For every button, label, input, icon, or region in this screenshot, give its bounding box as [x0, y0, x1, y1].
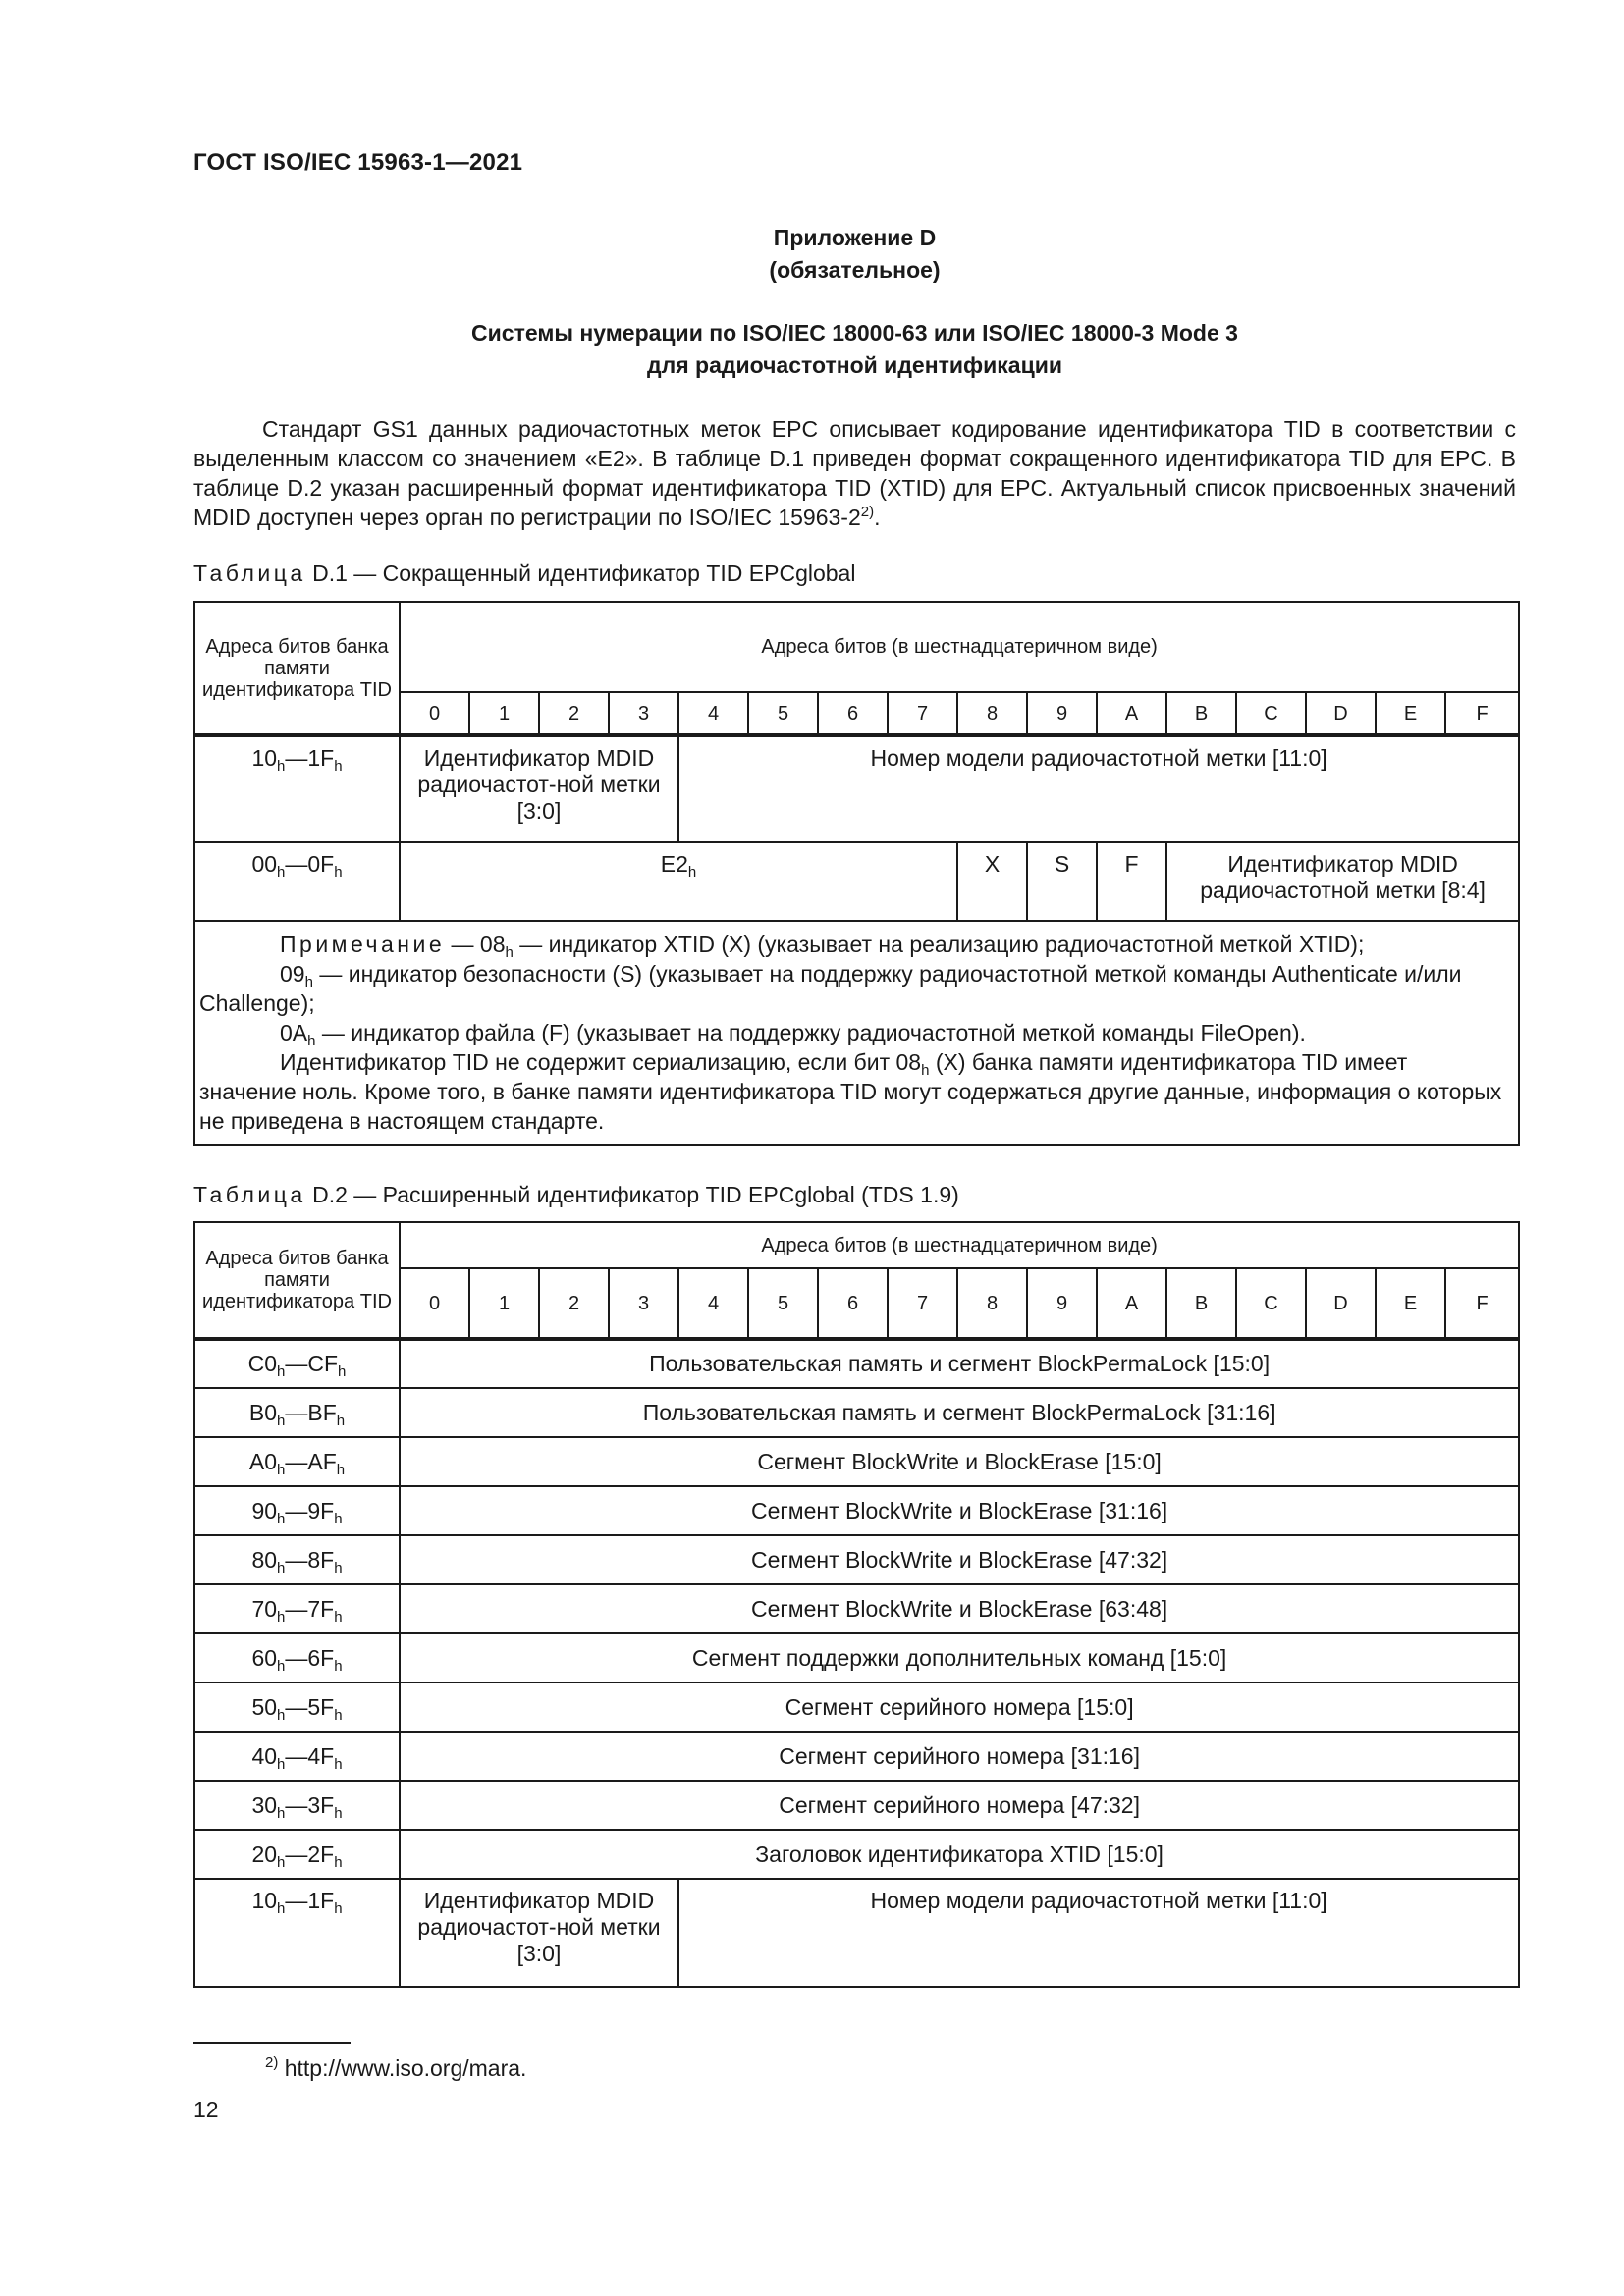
- table1-bit: 5: [748, 692, 818, 735]
- table1-bit: 7: [888, 692, 957, 735]
- page-number: 12: [193, 2097, 219, 2122]
- table2-addr-cell: $C0_h—CF_h$: [194, 1339, 400, 1388]
- table2-addr-cell: $70_h—7F_h$: [194, 1584, 400, 1633]
- table-d2: [193, 1221, 1520, 1988]
- footnote-url: http://www.iso.org/mara.: [284, 2056, 527, 2081]
- table2-addr-cell: $60_h—6F_h$: [194, 1633, 400, 1682]
- table1-bit: B: [1166, 692, 1236, 735]
- table2-bit: 2: [539, 1268, 609, 1339]
- note-line1: Примечание — $08_h$ — индикатор XTID (X) (указывает на реализацию радиочастотной меткой XTID);: [280, 932, 1365, 961]
- table2-bit: 0: [400, 1268, 469, 1339]
- table2-row-content: Сегмент поддержки дополнительных команд [15:0]: [400, 1633, 1519, 1682]
- table1-bit: 6: [818, 692, 888, 735]
- table1-col-header: Адреса битов банка памяти идентификатора TID: [194, 602, 400, 735]
- note-line2: $09_h$ — индикатор безопасности (S) (указывает на поддержку радиочастотной меткой команды Authenticate и/или Challenge);: [199, 961, 1462, 1016]
- table1-model-number: Номер модели радиочастотной метки [11:0]: [678, 735, 1519, 842]
- table2-bit: 6: [818, 1268, 888, 1339]
- table1-bit: A: [1097, 692, 1166, 735]
- table1-bit-s: S: [1027, 842, 1097, 921]
- table2-addr-cell: $40_h—4F_h$: [194, 1732, 400, 1781]
- annex-status: (обязательное): [769, 257, 941, 283]
- note-line3: $0A_h$ — индикатор файла (F) (указывает на поддержку радиочастотной меткой команды FileOpen).: [280, 1020, 1306, 1049]
- table2-row-content: Сегмент BlockWrite и BlockErase [63:48]: [400, 1584, 1519, 1633]
- table2-bit: A: [1097, 1268, 1166, 1339]
- table1-bit: 2: [539, 692, 609, 735]
- table2-row-content: Сегмент серийного номера [47:32]: [400, 1781, 1519, 1830]
- table2-row-content: Пользовательская память и сегмент BlockPermaLock [31:16]: [400, 1388, 1519, 1437]
- note-line4: Идентификатор TID не содержит сериализацию, если бит $08_h$ (X) банка памяти идентификатора TID имеет значение ноль. Кроме того, в банке памяти идентификатора TID могут содержаться другие данные, информация о которых не приведена в настоящем стандарте.: [199, 1049, 1502, 1134]
- table2-row-content: Сегмент серийного номера [31:16]: [400, 1732, 1519, 1781]
- table2-addr-cell: $B0_h—BF_h$: [194, 1388, 400, 1437]
- table1-bit-x: X: [957, 842, 1027, 921]
- table2-caption-text: D.2 — Расширенный идентификатор TID EPCglobal (TDS 1.9): [312, 1182, 959, 1207]
- table2-col-header: Адреса битов банка памяти идентификатора TID: [194, 1222, 400, 1339]
- table-d1: [193, 601, 1520, 1146]
- table1-bit: 0: [400, 692, 469, 735]
- table2-addr-cell: $A0_h—AF_h$: [194, 1437, 400, 1486]
- table1-bit: E: [1376, 692, 1445, 735]
- section-heading-line1: Системы нумерации по ISO/IEC 18000-63 или ISO/IEC 18000-3 Mode 3: [471, 320, 1238, 346]
- table2-bit: 9: [1027, 1268, 1097, 1339]
- table2-addr-cell: $90_h—9F_h$: [194, 1486, 400, 1535]
- table1-span-header: Адреса битов (в шестнадцатеричном виде): [400, 602, 1519, 692]
- table2-addr-cell: $20_h—2F_h$: [194, 1830, 400, 1879]
- table1-bit: 9: [1027, 692, 1097, 735]
- footnote-ref: 2): [860, 504, 875, 520]
- table2-row-content: Сегмент BlockWrite и BlockErase [15:0]: [400, 1437, 1519, 1486]
- table1-caption-text: D.1 — Сокращенный идентификатор TID EPCglobal: [312, 561, 856, 586]
- table2-bit: 8: [957, 1268, 1027, 1339]
- table2-bit: B: [1166, 1268, 1236, 1339]
- table2-bit: 7: [888, 1268, 957, 1339]
- table1-mdid-high: Идентификатор MDID радиочастотной метки [8:4]: [1166, 842, 1519, 921]
- table2-bit: F: [1445, 1268, 1519, 1339]
- table1-bit: F: [1445, 692, 1519, 735]
- table2-model-number: Номер модели радиочастотной метки [11:0]: [678, 1879, 1519, 1987]
- section-heading-line2: для радиочастотной идентификации: [647, 352, 1062, 378]
- table1-bit: 4: [678, 692, 748, 735]
- table2-bit: E: [1376, 1268, 1445, 1339]
- intro-text: Стандарт GS1 данных радиочастотных меток EPC описывает кодирование идентификатора TID в соответствии с выделенным классом со значением «E2». В таблице D.1 приведен формат сокращенного идентификатора TID для EPC. В таблице D.2 указан расширенный формат идентификатора TID (XTID) для EPC. Актуальный список присвоенных значений MDID доступен через орган по регистрации по ISO/IEC 15963-2: [193, 416, 1516, 530]
- table2-mdid-low: Идентификатор MDID радиочастот-ной метки [3:0]: [400, 1879, 678, 1987]
- document-header: ГОСТ ISO/IEC 15963-1—2021: [193, 149, 523, 176]
- table1-caption: [193, 561, 855, 587]
- table2-addr-cell: $80_h—8F_h$: [194, 1535, 400, 1584]
- table2-bit: 3: [609, 1268, 678, 1339]
- table1-caption-label: Таблица: [193, 561, 306, 586]
- table1-bit: D: [1306, 692, 1376, 735]
- table2-caption-label: Таблица: [193, 1182, 306, 1207]
- table1-bit: C: [1236, 692, 1306, 735]
- table2-addr-cell: $30_h—3F_h$: [194, 1781, 400, 1830]
- annex-title: Приложение D: [773, 225, 937, 250]
- table1-bit: 8: [957, 692, 1027, 735]
- table2-row-content: Заголовок идентификатора XTID [15:0]: [400, 1830, 1519, 1879]
- table2-bit: 4: [678, 1268, 748, 1339]
- table2-addr-cell: $10_h—1F_h$: [194, 1879, 400, 1987]
- table2-row-content: Пользовательская память и сегмент BlockPermaLock [15:0]: [400, 1339, 1519, 1388]
- intro-end: .: [874, 505, 881, 530]
- table2-bit: 1: [469, 1268, 539, 1339]
- table2-addr-cell: $50_h—5F_h$: [194, 1682, 400, 1732]
- footnote-mark: 2): [265, 2055, 279, 2071]
- footnote-separator: [193, 2042, 351, 2044]
- table1-e2-class: $E2_h$: [400, 842, 957, 921]
- table2-bit: C: [1236, 1268, 1306, 1339]
- table2-row-content: Сегмент BlockWrite и BlockErase [47:32]: [400, 1535, 1519, 1584]
- table2-row-content: Сегмент серийного номера [15:0]: [400, 1682, 1519, 1732]
- table1-addr-cell: $10_h—1F_h$: [194, 735, 400, 842]
- table2-bit: 5: [748, 1268, 818, 1339]
- table1-bit: 3: [609, 692, 678, 735]
- intro-paragraph: [193, 414, 1516, 532]
- table1-addr-cell: $00_h—0F_h$: [194, 842, 400, 921]
- table2-caption: [193, 1182, 959, 1208]
- table1-note: [194, 921, 1519, 1145]
- table2-span-header: Адреса битов (в шестнадцатеричном виде): [400, 1222, 1519, 1268]
- footnote: [265, 2056, 526, 2082]
- table1-bit: 1: [469, 692, 539, 735]
- table1-mdid-low: Идентификатор MDID радиочастот-ной метки [3:0]: [400, 735, 678, 842]
- table1-bit-f: F: [1097, 842, 1166, 921]
- table2-bit: D: [1306, 1268, 1376, 1339]
- table2-row-content: Сегмент BlockWrite и BlockErase [31:16]: [400, 1486, 1519, 1535]
